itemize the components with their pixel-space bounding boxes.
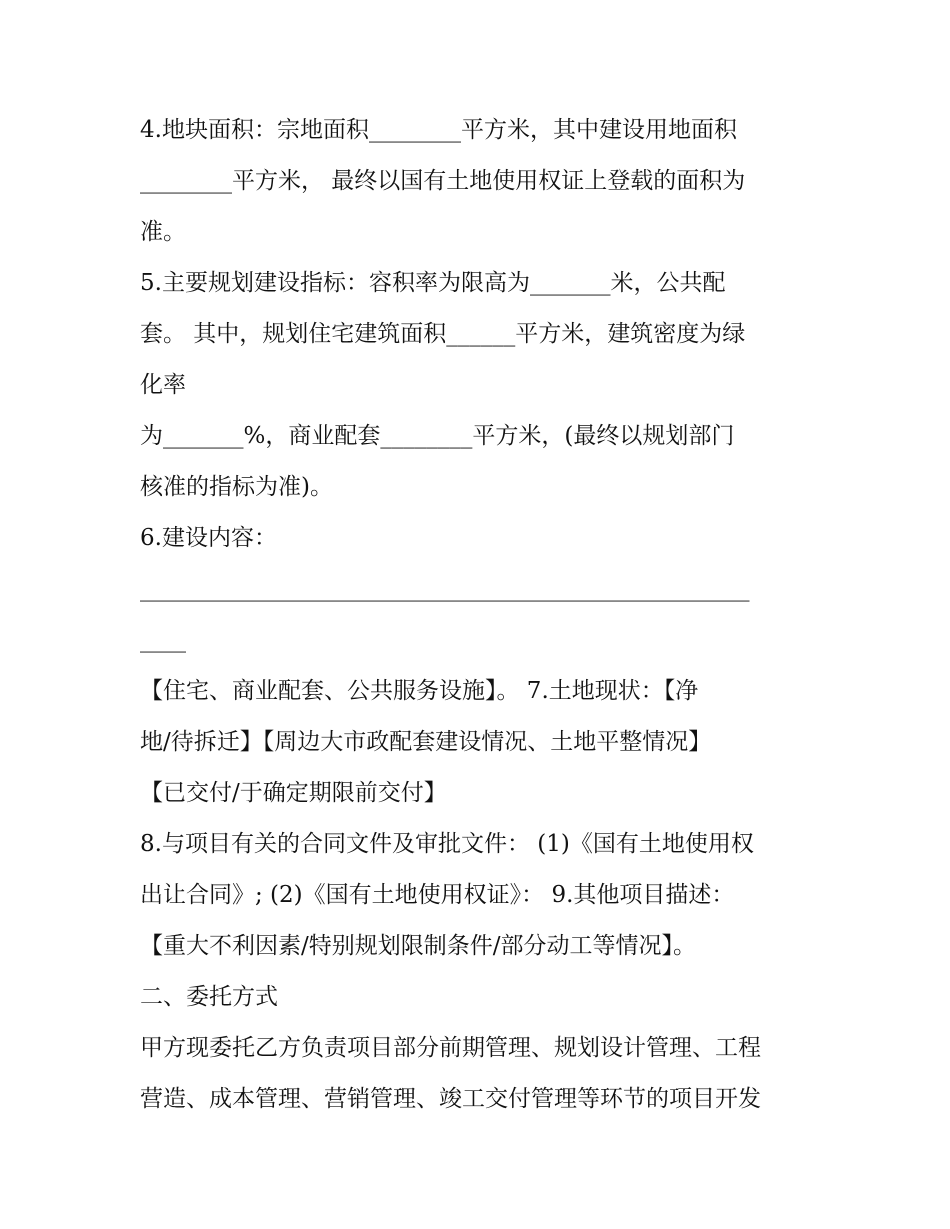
text-line: 6.建设内容：: [140, 525, 277, 551]
text-line: 套。 其中，规划住宅建筑面积______平方米，建筑密度为绿: [140, 321, 746, 347]
text-line: 5.主要规划建设指标：容积率为限高为_______米，公共配: [140, 270, 726, 296]
text-line: 【已交付/于确定期限前交付】: [140, 780, 447, 806]
text-line: 核准的指标为准)。: [140, 474, 333, 500]
document-body: [140, 105, 820, 1125]
text-line: 【住宅、商业配套、公共服务设施】。 7.土地现状：【净: [140, 678, 699, 704]
text-line: ________平方米， 最终以国有土地使用权证上登载的面积为: [140, 168, 746, 194]
text-line: 4.地块面积：宗地面积________平方米，其中建设用地面积: [140, 117, 737, 143]
text-line: ____: [140, 627, 186, 653]
text-line: 化率: [140, 372, 186, 398]
text-line: 8.与项目有关的合同文件及审批文件： (1)《国有土地使用权: [140, 831, 754, 857]
text-line: 营造、成本管理、营销管理、竣工交付管理等环节的项目开发: [140, 1086, 761, 1112]
text-line: 甲方现委托乙方负责项目部分前期管理、规划设计管理、工程: [140, 1035, 761, 1061]
text-line: _____________________________________________________: [140, 576, 750, 602]
text-line: 地/待拆迁】【周边大市政配套建设情况、土地平整情况】: [140, 729, 712, 755]
text-line: 二、委托方式: [140, 984, 278, 1010]
text-line: 准。: [140, 219, 186, 245]
text-line: 为_______%，商业配套________平方米，(最终以规划部门: [140, 423, 735, 449]
text-line: 【重大不利因素/特别规划限制条件/部分动工等情况】。: [140, 933, 696, 959]
text-line: 出让合同》; (2)《国有土地使用权证》： 9.其他项目描述：: [140, 882, 735, 908]
